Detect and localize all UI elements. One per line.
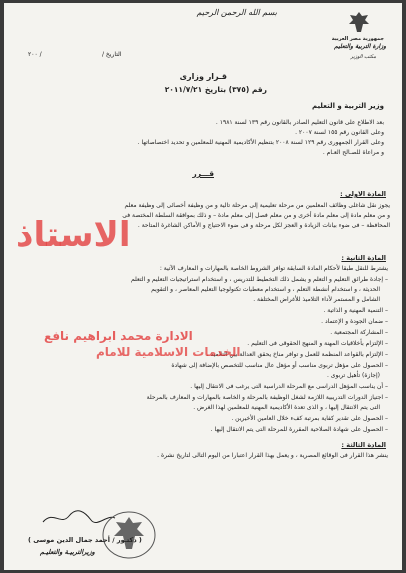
article2-heading: المادة الثانية : (341, 254, 386, 262)
article2-item: – الإلتزام بالقواعد المنظمة للعمل و توافر مناخ يحقق العدالة بين التلاميذ . (206, 351, 388, 358)
decides-heading: قـــرر (192, 169, 214, 178)
article2-item: الحديثة ، و استخدام أنشطة التعلم ، و استخدام معطيات تكنولوجيا التعليم المعاصر ، و التقويم (151, 286, 380, 293)
article1-line: يجوز نقل شاغلى وظائف المعلمين من مرحلة تعليمية إلى مرحلة تالية و من وظيفة أخصائى إلى وظيفة معلم (124, 202, 390, 209)
preamble-line: وعلى القانون رقم ١٥٥ لسنة ٢٠٠٧ . (295, 129, 384, 136)
ministry-name-1: جمهورية مصر العربية (331, 36, 384, 42)
ministry-name-2: وزارة التربية والتعليم (334, 43, 386, 50)
preamble-line: بعد الاطلاع على قانون التعليم الصادر بالقانون رقم ١٣٩ لسنة ١٩٨١ . (215, 119, 384, 126)
eagle-emblem-icon (346, 10, 372, 34)
article2-item: الشامل و المستمر لأداء التلاميذ للأغراض المختلفة . (253, 296, 380, 303)
preamble-line: وعلى القرار الجمهورى رقم ١٢٩ لسنة ٢٠٠٨ بتنظيم الأكاديمية المهنية للمعلمين و تحديد اختصاصاتها . (137, 139, 384, 146)
basmala: بسم الله الرحمن الرحيم (196, 8, 277, 17)
article2-intro: يشترط للنقل طبقا لأحكام المادة السابقة توافر الشروط الخاصة بالمهارات و المعارف الآتية : (159, 265, 388, 272)
decree-issuer: وزير التربية و التعليم (311, 102, 384, 110)
article2-item: – الحصول على مؤهل تربوى مناسب أو مؤهل عال مناسب للتخصص بالإضافة إلى شهادة (171, 362, 388, 369)
article2-item: – الحصول على شهادة الصلاحية المقررة للمرحلة التى يتم الانتقال إليها . (210, 426, 388, 433)
article3-heading: المادة الثالثة : (341, 441, 386, 449)
article2-item: – المشاركة المجتمعية . (330, 329, 388, 336)
year-label: / ٢٠٠ (28, 51, 42, 58)
watermark-line: الادارة محمد ابراهيم نافع (44, 329, 193, 343)
article2-item: التى يتم الانتقال إليها ، و الذى تعدة الأكاديمية المهنية للمعلمين لهذا الغرض . (193, 404, 380, 411)
signatory-name: ( دكتـور / أحمد جمال الدين موسى ) (28, 536, 142, 544)
article2-item: – الحصول على تقدير كفاية بمرتبة كفء خلال العامين الأخيرين . (231, 415, 388, 422)
decree-number: رقم (٣٧٥) بتاريخ ٢٠١١/٧/٢١ (164, 85, 267, 94)
article2-item: – الإلتزام بأخلاقيات المهنة و المنهج الحقوقى فى التعليم . (247, 340, 388, 347)
article1-line: المحافظة – فى ضوء بيانات الزيادة و العجز لكل مرحلة و فى ضوء الاحتياج و الأماكن الشاغرة المتاحة . (137, 222, 390, 229)
signatory-title: وزيرالتربيـة والتعليـم (40, 548, 95, 556)
date-label: التاريخ / (102, 51, 122, 58)
article2-item: – التنمية المهنية و الذاتية . (323, 307, 388, 314)
seal-stamp-icon (100, 509, 158, 561)
document-page (4, 3, 402, 570)
article2-item: – ضمان الجودة و الإعتماد . (321, 318, 388, 325)
article2-item: (إجازة) تأهيل تربوى . (326, 372, 380, 379)
article3-text: ينشر هذا القرار فى الوقائع المصرية ، و يعمل بهذا القرار اعتبارا من اليوم التالى لتاريخ نشرة . (157, 452, 388, 459)
article2-item: – أن يناسب المؤهل الدراسى مع المرحلة الدراسية التى يرغب فى الانتقال إليها . (190, 383, 388, 390)
office-name: مكتب الوزير (350, 54, 376, 60)
article1-line: و من معلم مادة إلى معلم مادة أخرى و من معلم فصل إلى معلم مادة – و ذلك بموافقة السلطة المختصة فى (122, 212, 390, 219)
article1-heading: المادة الاولى : (340, 190, 386, 198)
watermark-main: الاستاذ (16, 215, 131, 255)
preamble-line: و مراعاة للصـالح العـام . (322, 149, 384, 156)
watermark-line: الخدمات الاسلامية للامام (96, 345, 241, 359)
article2-item: – اجتياز الدورات التدريبية اللازمة لشغل الوظيفة بالمرحلة و الخاصة بالمهارات و المعارف بالمرحلة (146, 394, 388, 401)
article2-item: – إجادة طرائق التعليم و التعلم و يشمل ذلك التخطيط للتدريس ، و استخدام استراتيجيات التعليم و التعلم (131, 276, 388, 283)
decree-title: قـرار وزارى (179, 72, 227, 81)
